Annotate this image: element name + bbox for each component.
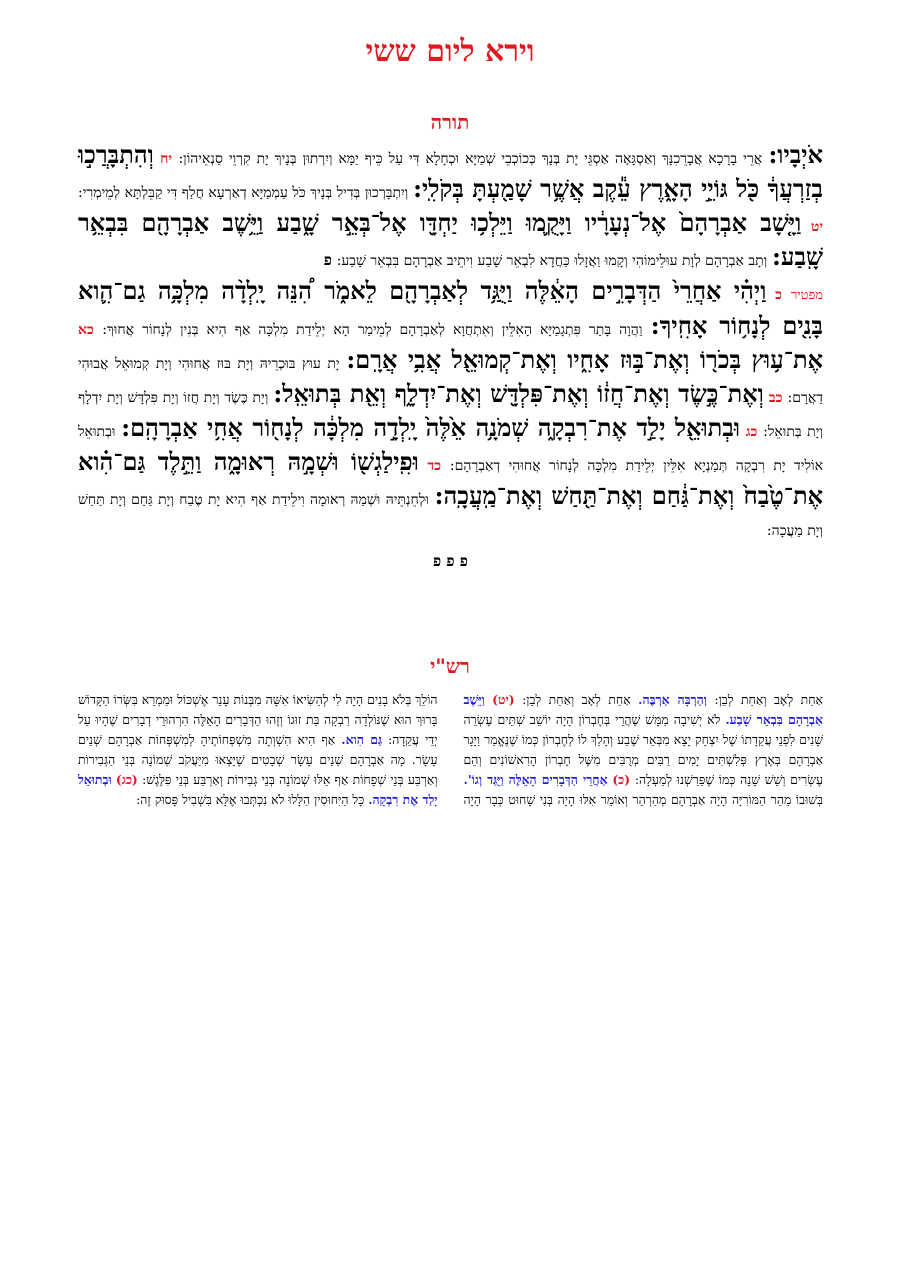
torah-paragraph-1 — [78, 140, 823, 276]
verse-24: וּפִֽילַגְשׁ֖וֹ וּשְׁמָ֣הּ רְאוּמָ֑ה וַתֵּ֣לֶד גַּם־הִ֗וא אֶת־טֶ֙בַח֙ וְאֶת־גַּ֔חַם וְאֶת־תַּ֖חַשׁ וְאֶת־מַֽעֲכָֽה: — [78, 447, 823, 510]
torah-paragraph-2 — [78, 276, 823, 546]
verse-20: וַיְהִ֗י אַחֲרֵי֙ הַדְּבָרִ֣ים הָאֵ֔לֶּה וַיֻּגַּ֥ד לְאַבְרָהָ֖ם לֵאמֹ֑ר הִ֠נֵּה יָֽלְדָ֨ה מִלְכָּ֥ה גַם־הִ֛וא בָּנִ֖ים לְנָח֥וֹר אָחִֽיךָ: — [78, 276, 823, 340]
verse-22: וְאֶת־כֶּ֣שֶׂד וְאֶת־חֲז֔וֹ וְאֶת־פִּלְדָּ֖שׁ וְאֶת־יִדְלָ֑ף וְאֵ֖ת בְּתוּאֵֽל: — [273, 379, 764, 408]
verse-19: וַיָּ֤שָׁב אַבְרָהָם֙ אֶל־נְעָרָ֔יו וַיָּקֻ֛מוּ וַיֵּלְכ֥וּ יַחְדָּ֖ו אֶל־בְּאֵ֣ר שָׁ֑בַע וַיֵּ֥שֶׁב אַבְרָהָ֖ם בִּבְאֵ֥ר שָֽׁבַע: — [78, 208, 823, 271]
targum-20: וַהֲוָה בָּתַר פִּתְגָמַיָּא הָאִלֵּין וְאִתְחֲוָא לְאַבְרָהָם לְמֵימַר הָא יְלֵידַת מִלְכָּה אַף הִיא בְּנִין לְנָחוֹר אֲחוּךְ: — [102, 322, 643, 338]
torah-heading: תורה — [430, 110, 470, 134]
targum-21: יָת עוּץ בּוּכְרֵיהּ וְיָת בּוּז אֲחוּהִי וְיָת קְמוּאֵל אֲבוּהִי דַאֲרָם: — [78, 356, 823, 406]
verse-number-18: יח — [160, 151, 173, 167]
closing-pe: פ פ פ — [433, 552, 468, 570]
verse-number-21: כא — [78, 322, 94, 338]
rashi-text — [78, 690, 823, 810]
rashi-commentary — [78, 690, 823, 810]
rashi-dibbur-20: אַחֲרֵי הַדְּבָרִים הָאֵלֶּה וַיֻּגַּד וְגוֹ'. — [463, 772, 608, 787]
targum-24: וּלְחֵנְתֵּיהּ וּשְׁמַהּ רְאוּמָה וִילֵידַת אַף הִיא יָת טֶבַח וְיָת גַּחַם וְיָת תַּחַשׁ וְיָת מַעֲכָה: — [78, 492, 823, 539]
rashi-dibbur-harbeh: וְהַרְבָּה אַרְבֶּה. — [638, 692, 707, 707]
rashi-dibbur-gam: גַּם הִוא. — [341, 732, 383, 747]
targum-22: וְיָת כֶּשֶׂד וְיָת חֲזוֹ וְיָת פִּלְדָּשׁ וְיָת יִדְלָף וְיָת בְּתוּאֵל: — [78, 390, 823, 440]
rashi-harbeh-text: אַחַת לְאָב וְאַחַת לְבֵן: — [522, 692, 631, 707]
verse-18: וְהִתְבָּרֲכ֣וּ בְזַרְעֲךָ֔ כֹּ֖ל גּוֹיֵ֣י הָאָ֑רֶץ עֵ֕קֶב אֲשֶׁ֥ר שָׁמַ֖עְתָּ בְּקֹלִֽי: — [78, 140, 823, 203]
targum-17: אֲרֵי בָרָכָא אֲבָרֵכִנָּךְ וְאַסְגָּאָה אַסְגֵּי יָת בְּנָךְ כְּכוֹכְבֵי שְׁמַיָּא וּכְחָלָא דִּי עַל כֵּיף יַמָּא וְיִרְתוּן בְּנָיךְ יָת קִרְוֵי סַנְאֵיהוֹן: — [178, 151, 763, 167]
verse-number-24: כד — [427, 458, 442, 474]
rashi-text-20: בְּשׁוּבוֹ מֵהַר הַמּוֹרִיָּה הָיָה אַבְרָהָם מְהַרְהֵר וְאוֹמֵר אִלּוּ הָיָה בְּנִי שָׁחוּט כְּבָר הָיָה הוֹלֵךְ בְּלֹא בָנִים הָיָה לִי לְהַשִּׂיאוֹ אִשָּׁה מִבְּנוֹת עָנֵר אֶשְׁכּוֹל וּמַמְרֵא בִּשְּׂרוֹ הַקָּדוֹשׁ בָּרוּךְ הוּא שֶׁנּוֹלְדָה רִבְקָה בַּת זוּגוֹ וְזֶהוּ הַדְּבָרִים הָאֵלֶּה הִרְהוּרֵי דְבָרִים שֶׁהָיוּ עַל יְדֵי עֲקֵדָה: — [78, 692, 823, 807]
verse-number-20: כ — [775, 287, 783, 303]
targum-23: וּבְתוּאֵל אוֹלִיד יָת רִבְקָה תְּמַנְיָא אִלֵּין יְלֵידַת מִלְכָּה לְנָחוֹר אֲחוּהִי דְאַבְרָהָם: — [78, 424, 823, 474]
verse-23: וּבְתוּאֵ֖ל יָלַ֣ד אֶת־רִבְקָ֑ה שְׁמֹנָ֥ה אֵ֙לֶּה֙ יָֽלְדָ֣ה מִלְכָּ֔ה לְנָח֖וֹר אֲחִ֥י אַבְרָהָֽם: — [121, 413, 740, 442]
parasha-pe: פ — [323, 251, 332, 269]
rashi-verse-19: (יט) — [492, 692, 515, 707]
rashi-text-19: לֹא יְשִׁיבָה מַמָּשׁ שֶׁהֲרֵי בְּחֶבְרוֹן הָיָה יוֹשֵׁב שְׁתֵּים עֶשְׂרֵה שָׁנִים לִפְנֵי עֲקֵדָתוֹ שֶׁל יִצְחָק יָצָא מִבְּאֵר שֶׁבַע וְהָלַךְ לוֹ לְחֶבְרוֹן כְּמוֹ שֶׁנֶּאֱמַר וַיָּגָר אַבְרָהָם בְּאֶרֶץ פְּלִשְׁתִּים יָמִים רַבִּים מְרֻבִּים מִשֶּׁל חֶבְרוֹן הָרִאשׁוֹנִים וְהֵם עֶשְׂרִים וְשֵׁשׁ שָׁנָה כְּמוֹ שֶׁפֵּרַשְׁנוּ לְמַעְלָה: — [463, 712, 823, 787]
rashi-heading: רש"י — [430, 654, 470, 678]
targum-19: וְתָב אַבְרָהָם לְוָת עוּלֵימוֹהִי וְקָמוּ וַאֲזָלוּ כַּחֲדָא לִבְאֵר שָׁבַע וִיתֵיב אַבְרָהָם בִּבְאֵר שָׁבַע: — [336, 253, 768, 269]
rashi-verse-23: (כג) — [115, 772, 138, 787]
rashi-dibbur-19: וַיֵּשֶׁב אַבְרָהָם בִּבְאֵר שָׁבַע. — [463, 692, 823, 727]
rashi-dibbur-23: וּבְתוּאֵל יָלַד אֶת רִבְקָה. — [78, 772, 438, 807]
verse-21: אֶת־ע֥וּץ בְּכֹר֖וֹ וְאֶת־בּ֣וּז אָחִ֑יו וְאֶת־קְמוּאֵ֖ל אֲבִ֥י אֲרָֽם: — [346, 345, 823, 374]
targum-18: וְיִתְבָּרְכוּן בְּדִיל בְּנָיךְ כֹּל עַמְמַיָּא דְאַרְעָא חֲלַף דִּי קַבֵּלְתָּא לְמֵימְרִי: — [78, 185, 409, 201]
rashi-text-gam: אַף הִיא הִשְׁוְתָה מִשְׁפְּחוֹתֶיהָ לְמִשְׁפְּחוֹת אַבְרָהָם שְׁנֵים עָשָׂר. מָה אַבְרָהָם שְׁנֵים עָשָׂר שְׁבָטִים שֶׁיָּצְאוּ מִיַּעֲקֹב שְׁמוֹנָה בְּנֵי הַגְּבִירוֹת וְאַרְבַּע בְּנֵי שְׁפָחוֹת אַף אֵלּוּ שְׁמוֹנָה בְּנֵי גְבִירוֹת וְאַרְבַּע בְּנֵי פִּלֶּגֶשׁ: — [78, 732, 438, 787]
page-title: וירא ליום ששי — [365, 34, 535, 69]
rashi-verse-20: (כ) — [612, 772, 631, 787]
verse-number-23: כג — [745, 424, 758, 440]
rashi-text-23: כָּל הַיִּחוּסִין הַלָּלוּ לֹא נִכְתְּבוּ אֶלָּא בִּשְׁבִיל פָּסוּק זֶה: — [136, 792, 365, 807]
rashi-intro: אַחַת לְאָב וְאַחַת לְבֵן: — [714, 692, 823, 707]
verse-17-end: אֹיְבָיו: — [768, 140, 823, 169]
verse-number-22: כב — [768, 390, 783, 406]
maftir-label: מפטיר — [790, 288, 823, 303]
torah-text — [78, 140, 823, 576]
verse-number-19: יט — [810, 219, 823, 235]
closing-pe-line — [78, 546, 823, 576]
